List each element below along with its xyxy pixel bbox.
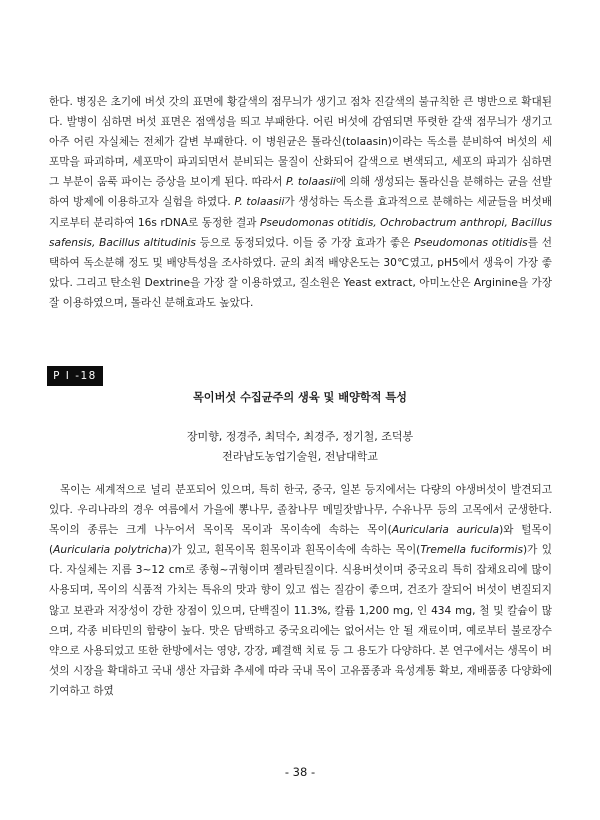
entry-code-badge: P I -18 [47, 366, 103, 386]
species-name: Auricularia polytricha [53, 544, 168, 557]
species-name: P. tolaasii [234, 196, 285, 209]
species-name: Tremella fuciformis [420, 544, 523, 557]
species-name: Pseudomonas otitidis [414, 236, 528, 249]
abstract-paragraph: 한다. 병징은 초기에 버섯 갓의 표면에 황갈색의 점무늬가 생기고 점차 진갈색의 불규칙한 큰 병반으로 확대된다. 발병이 심하면 버섯 표면은 점액성을 띄고 부패한다. 어린 버섯에 감염되면 뚜렷한 갈색 점무늬가 생기고 아주 어린 자실체는 전체가 갈변 부패한다. 이 병원균은 톨라신(tolaasin)이라는 독소를 분비하여 버섯의 세포막을 파괴하며, 세포막이 파괴되면서 분비되는 물질이 산화되어 갈색으로 변색되고, 세포의 파괴가 심하면 그 부분이 움푹 파이는 증상을 보이게 된다. 따라서 P. tolaasii에 의해 생성되는 톨라신을 분해하는 균을 선발하여 방제에 이용하고자 실험을 하였다. P. tolaasii가 생성하는 독소를 효과적으로 분해하는 세균들을 버섯배지로부터 분리하여 16s rDNA로 동정한 결과 Pseudomonas otitidis, Ochrobactrum anthropi, Bacillus safensis, Bacillus altitudinis 등으로 동정되었다. 이들 중 가장 효과가 좋은 Pseudomonas otitidis를 선택하여 독소분해 정도 및 배양특성을 조사하였다. 균의 최적 배양온도는 30℃였고, pH5에서 생육이 가장 좋았다. 그리고 탄소원 Dextrine을 가장 잘 이용하였고, 질소원은 Yeast extract, 아미노산은 Arginine을 가장 잘 이용하였으며, 톨라신 분해효과도 높았다. [49, 96, 553, 309]
species-name: P. tolaasii [285, 176, 336, 189]
entry-title: 목이버섯 수집균주의 생육 및 배양학적 특성 [192, 391, 407, 404]
page-number: - 38 - [284, 765, 316, 779]
species-name: Pseudomonas otitidis, Ochrobactrum anthropi, Bacillus safensis, Bacillus altitudinis [49, 216, 552, 249]
previous-abstract-continuation [49, 92, 552, 313]
entry-affiliation: 전라남도농업기술원, 전남대학교 [222, 450, 378, 463]
abstract-paragraph: 목이는 세계적으로 널리 분포되어 있으며, 특히 한국, 중국, 일본 등지에서는 다량의 야생버섯이 발견되고 있다. 우리나라의 경우 여름에서 가을에 뽕나무, 졸참나무 메밀잣밤나무, 수유나무 등의 고목에서 군생한다. 목이의 종류는 크게 나누어서 목이목 목이과 목이속에 속하는 목이(Auricularia auricula)와 털목이(Auricularia polytricha)가 있고, 흰목이목 흰목이과 흰목이속에 속하는 목이(Tremella fuciformis)가 있다. 자실체는 지름 3~12 cm로 종형~귀형이며 젤라틴질이다. 식용버섯이며 중국요리 특히 잡채요리에 많이 사용되며, 목이의 식품적 가치는 특유의 맛과 향이 있고 씹는 질감이 좋으며, 건조가 잘되어 버섯이 변질되지 않고 보관과 저장성이 강한 장점이 있으며, 단백질이 11.3%, 칼륨 1,200 mg, 인 434 mg, 철 및 칼슘이 많으며, 각종 비타민의 함량이 높다. 맛은 담백하고 중국요리에는 없어서는 안 될 재료이며, 예로부터 불로장수약으로 사용되었고 또한 한방에서는 영양, 강장, 폐결핵 치료 등 그 용도가 다양하다. 본 연구에서는 생목이 버섯의 시장을 확대하고 국내 생산 자급화 추세에 따라 국내 목이 고유품종과 육성계통 확보, 재배품종 다양화에 기여하고 하였 [49, 484, 553, 697]
entry-authors: 장미향, 정경주, 최덕수, 최경주, 정기철, 조덕봉 [186, 430, 414, 443]
entry-abstract [49, 480, 552, 701]
species-name: Auricularia auricula [391, 524, 500, 537]
